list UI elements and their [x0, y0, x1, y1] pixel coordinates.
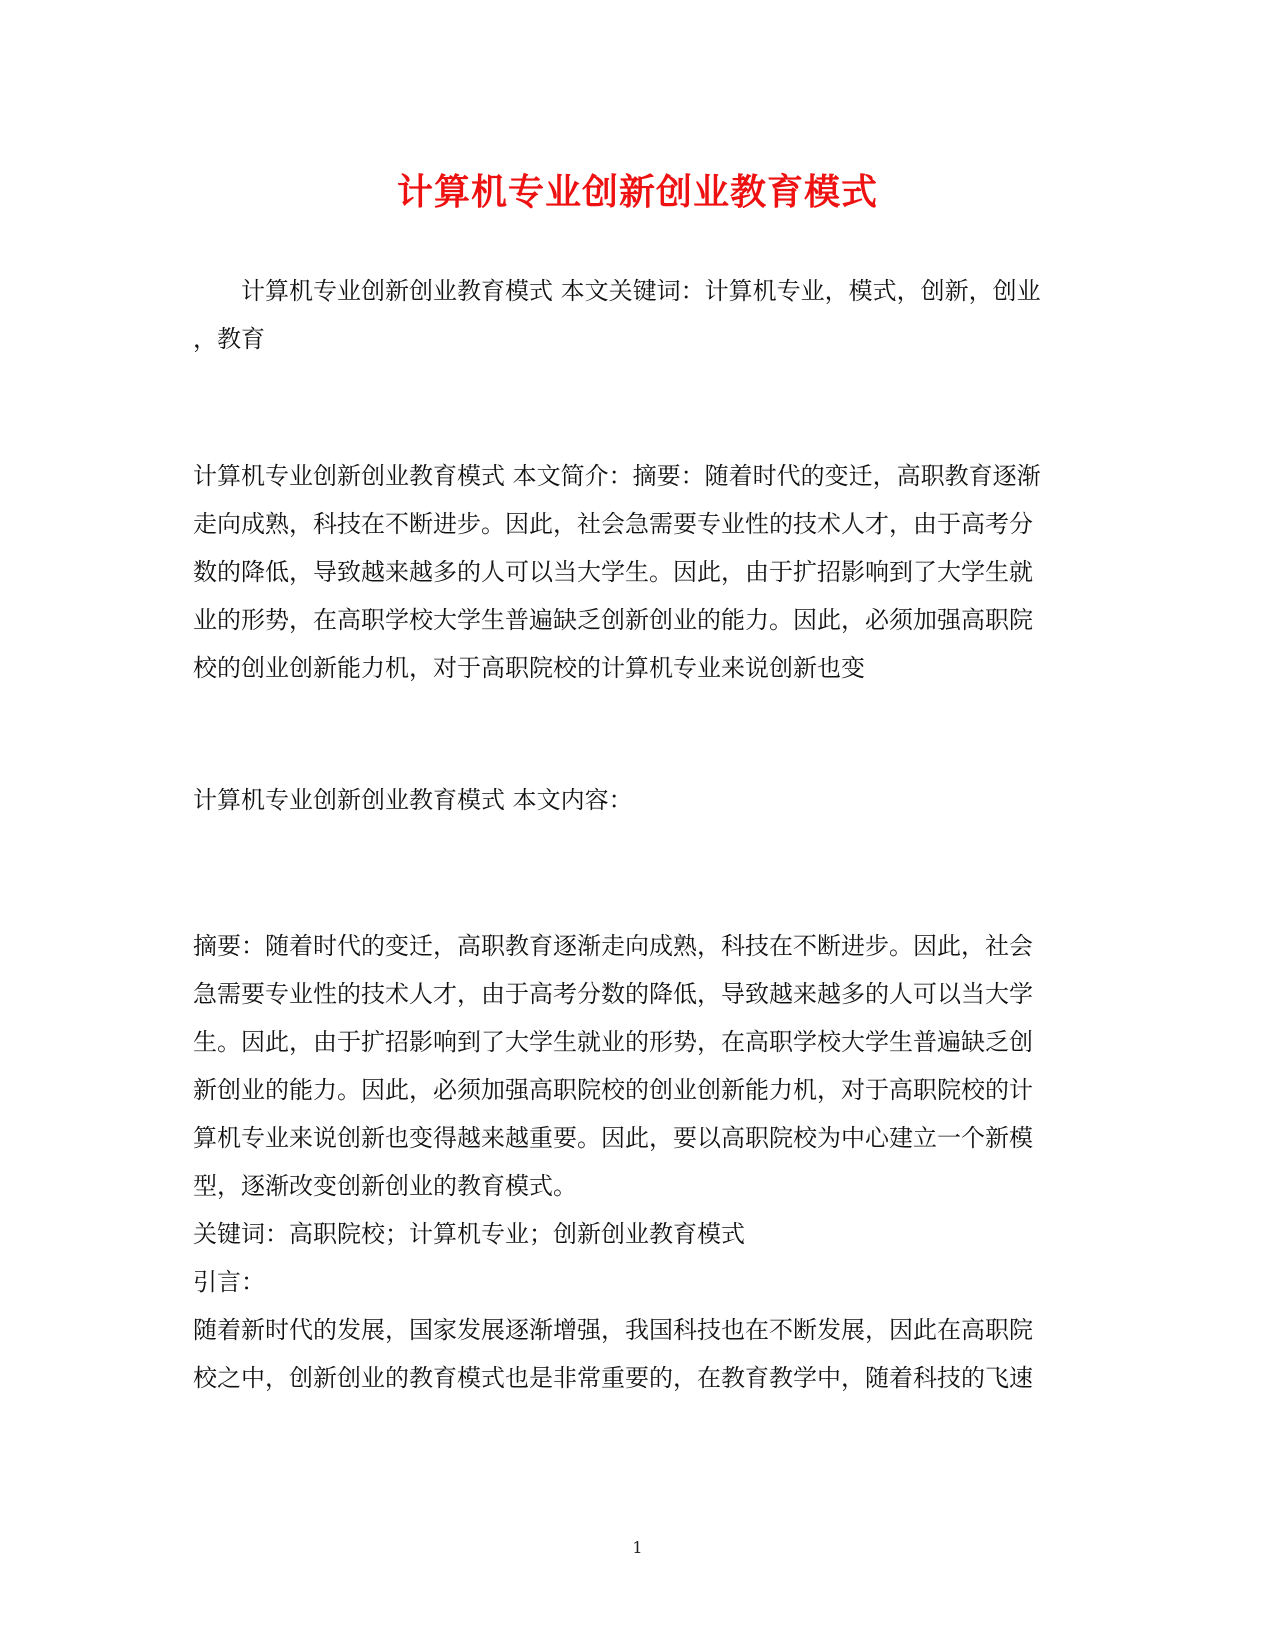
paragraph-line: 新创业的能力。因此，必须加强高职院校的创业创新能力机，对于高职院校的计 [193, 1076, 1033, 1104]
summary-paragraph [193, 452, 1083, 692]
paragraph-line: 走向成熟，科技在不断进步。因此，社会急需要专业性的技术人才，由于高考分 [193, 510, 1033, 538]
paragraph-line: 型，逐渐改变创新创业的教育模式。 [193, 1172, 577, 1200]
paragraph-line: ，教育 [193, 325, 265, 353]
intro-label: 引言： [193, 1268, 265, 1296]
content-header [193, 776, 1083, 824]
paragraph-line: 数的降低，导致越来越多的人可以当大学生。因此，由于扩招影响到了大学生就 [193, 558, 1033, 586]
paragraph-line: 急需要专业性的技术人才，由于高考分数的降低，导致越来越多的人可以当大学 [193, 980, 1033, 1008]
paragraph-line: 生。因此，由于扩招影响到了大学生就业的形势，在高职学校大学生普遍缺乏创 [193, 1028, 1033, 1056]
keywords-line: 关键词：高职院校；计算机专业；创新创业教育模式 [193, 1220, 745, 1248]
paragraph-line: 摘要：随着时代的变迁，高职教育逐渐走向成熟，科技在不断进步。因此，社会 [193, 932, 1033, 960]
paragraph-line: 算机专业来说创新也变得越来越重要。因此，要以高职院校为中心建立一个新模 [193, 1124, 1033, 1152]
page-number: 1 [632, 1538, 643, 1557]
paragraph-line: 计算机专业创新创业教育模式 本文内容： [193, 786, 633, 814]
paragraph-line: 校的创业创新能力机，对于高职院校的计算机专业来说创新也变 [193, 654, 865, 682]
paragraph-line: 业的形势，在高职学校大学生普遍缺乏创新创业的能力。因此，必须加强高职院 [193, 606, 1033, 634]
paragraph-line: 计算机专业创新创业教育模式 本文简介：摘要：随着时代的变迁，高职教育逐渐 [193, 462, 1041, 490]
keywords-paragraph [193, 267, 1083, 363]
abstract-paragraph [193, 922, 1083, 1402]
paragraph-line: 随着新时代的发展，国家发展逐渐增强，我国科技也在不断发展，因此在高职院 [193, 1316, 1033, 1344]
document-title: 计算机专业创新创业教育模式 [396, 171, 878, 213]
paragraph-line: 计算机专业创新创业教育模式 本文关键词：计算机专业，模式，创新，创业 [241, 277, 1041, 305]
paragraph-line: 校之中，创新创业的教育模式也是非常重要的，在教育教学中，随着科技的飞速 [193, 1364, 1033, 1392]
